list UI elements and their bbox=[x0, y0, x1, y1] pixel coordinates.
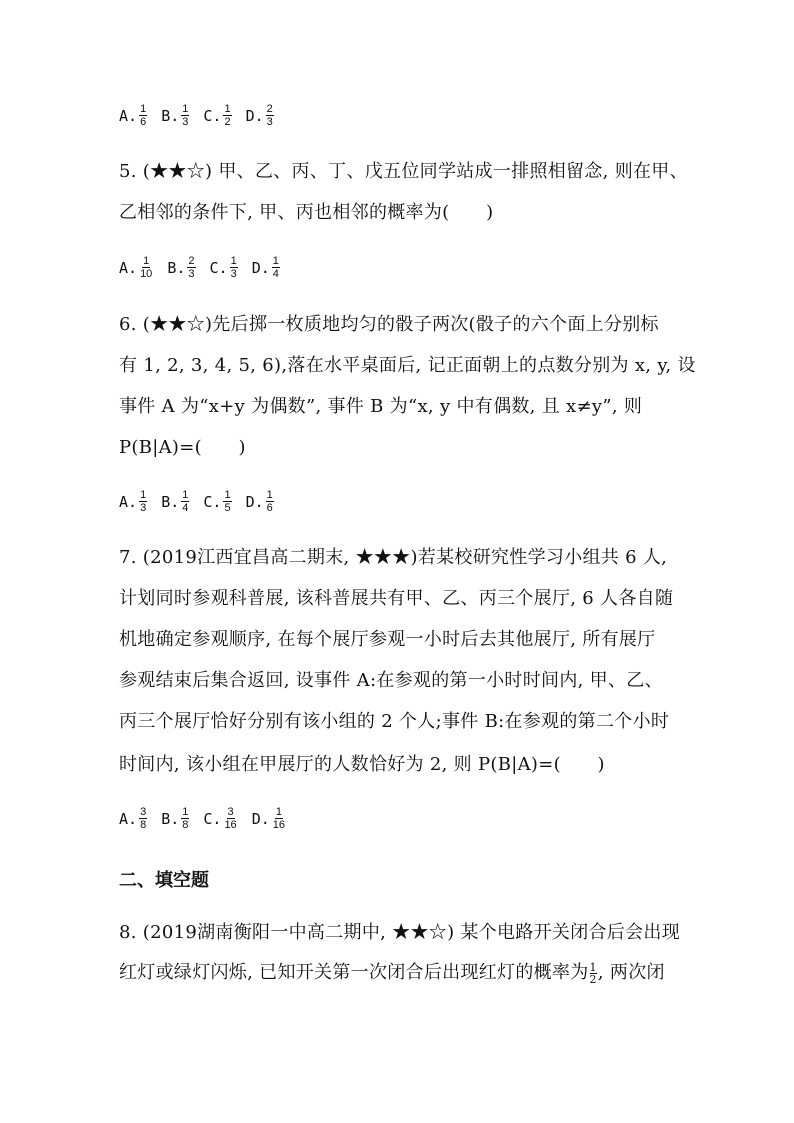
option-fraction bbox=[139, 255, 153, 280]
q4-options bbox=[119, 103, 288, 128]
option-fraction bbox=[181, 103, 189, 128]
q5-line-1: 5. (★★☆) 甲、乙、丙、丁、戊五位同学站成一排照相留念, 则在甲、 bbox=[119, 161, 688, 182]
fraction-numerator: 1 bbox=[143, 255, 150, 267]
fraction-numerator: 1 bbox=[224, 103, 231, 115]
q7-options bbox=[119, 806, 300, 831]
option-fraction bbox=[272, 806, 286, 831]
option-letter: C. bbox=[203, 106, 222, 125]
option-letter: C. bbox=[209, 258, 228, 277]
fraction-denominator: 8 bbox=[140, 819, 147, 831]
option-fraction bbox=[181, 806, 189, 831]
option-letter: B. bbox=[161, 492, 180, 511]
option-letter: B. bbox=[167, 258, 186, 277]
option-letter: D. bbox=[251, 809, 270, 828]
q5-line-2: 乙相邻的条件下, 甲、丙也相邻的概率为( ) bbox=[119, 202, 494, 223]
option-fraction bbox=[266, 489, 274, 514]
q5-option bbox=[119, 255, 153, 280]
option-letter: D. bbox=[245, 492, 264, 511]
option-fraction bbox=[266, 103, 274, 128]
option-fraction bbox=[187, 255, 195, 280]
option-fraction bbox=[181, 489, 189, 514]
fraction-numerator: 1 bbox=[230, 255, 237, 267]
q8-fraction-den: 2 bbox=[589, 972, 597, 986]
option-letter: D. bbox=[251, 258, 270, 277]
q7-line-4: 参观结束后集合返回, 设事件 A:在参观的第一小时时间内, 甲、乙、 bbox=[119, 670, 663, 691]
q7-option bbox=[161, 806, 189, 831]
q7-option bbox=[119, 806, 147, 831]
fraction-denominator: 16 bbox=[272, 819, 285, 831]
q4-option bbox=[246, 103, 274, 128]
fraction-denominator: 4 bbox=[272, 268, 279, 280]
option-letter: B. bbox=[161, 809, 180, 828]
q7-line-6: 时间内, 该小组在甲展厅的人数恰好为 2, 则 P(B|A)=( ) bbox=[119, 754, 605, 775]
fraction-numerator: 2 bbox=[266, 103, 273, 115]
fraction-numerator: 1 bbox=[182, 103, 189, 115]
q7-line-1: 7. (2019江西宜昌高二期末, ★★★)若某校研究性学习小组共 6 人, bbox=[119, 547, 668, 568]
fraction-numerator: 1 bbox=[182, 489, 189, 501]
q8-line-1: 8. (2019湖南衡阳一中高二期中, ★★☆) 某个电路开关闭合后会出现 bbox=[119, 922, 681, 943]
fraction-numerator: 3 bbox=[140, 806, 147, 818]
q7-option bbox=[252, 806, 286, 831]
q6-option bbox=[161, 489, 189, 514]
fraction-denominator: 8 bbox=[182, 819, 189, 831]
option-fraction bbox=[272, 255, 280, 280]
fraction-numerator: 2 bbox=[188, 255, 195, 267]
fraction-denominator: 3 bbox=[266, 116, 273, 128]
q6-option bbox=[203, 489, 231, 514]
fraction-numerator: 1 bbox=[272, 255, 279, 267]
option-fraction bbox=[139, 103, 147, 128]
option-letter: A. bbox=[119, 106, 138, 125]
q6-option bbox=[119, 489, 147, 514]
option-letter: A. bbox=[119, 258, 138, 277]
q6-options bbox=[119, 489, 288, 514]
fraction-numerator: 1 bbox=[140, 489, 147, 501]
option-fraction bbox=[139, 489, 147, 514]
fraction-denominator: 3 bbox=[182, 116, 189, 128]
q5-options bbox=[119, 255, 294, 280]
fraction-denominator: 5 bbox=[224, 502, 231, 514]
q4-option bbox=[203, 103, 231, 128]
option-fraction bbox=[223, 489, 231, 514]
q7-line-5: 丙三个展厅恰好分别有该小组的 2 个人;事件 B:在参观的第二个小时 bbox=[119, 711, 670, 732]
option-fraction bbox=[230, 255, 238, 280]
fraction-denominator: 10 bbox=[140, 268, 153, 280]
fraction-numerator: 1 bbox=[275, 806, 282, 818]
option-letter: A. bbox=[119, 492, 138, 511]
q5-option bbox=[252, 255, 280, 280]
option-letter: C. bbox=[203, 809, 222, 828]
q8-fraction-num: 1 bbox=[589, 960, 597, 974]
fraction-denominator: 3 bbox=[188, 268, 195, 280]
q5-option bbox=[167, 255, 195, 280]
fraction-denominator: 2 bbox=[224, 116, 231, 128]
q6-line-3: 事件 A 为“x+y 为偶数”, 事件 B 为“x, y 中有偶数, 且 x≠y”, 则 bbox=[119, 396, 643, 417]
fraction-denominator: 6 bbox=[140, 116, 147, 128]
fraction-numerator: 1 bbox=[182, 806, 189, 818]
q6-line-2: 有 1, 2, 3, 4, 5, 6),落在水平桌面后, 记正面朝上的点数分别为 x, y, 设 bbox=[119, 355, 696, 376]
option-letter: B. bbox=[161, 106, 180, 125]
q4-option bbox=[119, 103, 147, 128]
q6-line-4: P(B|A)=( ) bbox=[119, 437, 246, 458]
fraction-numerator: 1 bbox=[140, 103, 147, 115]
q7-line-3: 机地确定参观顺序, 在每个展厅参观一小时后去其他展厅, 所有展厅 bbox=[119, 629, 656, 650]
q6-line-1: 6. (★★☆)先后掷一枚质地均匀的骰子两次(骰子的六个面上分别标 bbox=[119, 314, 659, 335]
fraction-denominator: 3 bbox=[230, 268, 237, 280]
option-fraction bbox=[139, 806, 147, 831]
option-letter: A. bbox=[119, 809, 138, 828]
q7-option bbox=[203, 806, 237, 831]
option-letter: C. bbox=[203, 492, 222, 511]
fraction-denominator: 16 bbox=[224, 819, 237, 831]
q5-option bbox=[210, 255, 238, 280]
fraction-denominator: 6 bbox=[266, 502, 273, 514]
fraction-denominator: 4 bbox=[182, 502, 189, 514]
q4-option bbox=[161, 103, 189, 128]
fraction-numerator: 1 bbox=[224, 489, 231, 501]
q8-line-2-text-a: 红灯或绿灯闪烁, 已知开关第一次闭合后出现红灯的概率为 bbox=[119, 962, 589, 983]
fraction-numerator: 1 bbox=[266, 489, 273, 501]
section-title: 二、填空题 bbox=[119, 870, 209, 891]
q8-line-2-text-b: , 两次闭 bbox=[597, 962, 665, 983]
option-fraction bbox=[223, 103, 231, 128]
fraction-numerator: 3 bbox=[227, 806, 234, 818]
option-letter: D. bbox=[245, 106, 264, 125]
q8-fraction bbox=[590, 962, 597, 985]
q7-line-2: 计划同时参观科普展, 该科普展共有甲、乙、丙三个展厅, 6 人各自随 bbox=[119, 588, 674, 609]
option-fraction bbox=[223, 806, 237, 831]
q6-option bbox=[246, 489, 274, 514]
fraction-denominator: 3 bbox=[140, 502, 147, 514]
q8-line-2 bbox=[119, 961, 665, 985]
